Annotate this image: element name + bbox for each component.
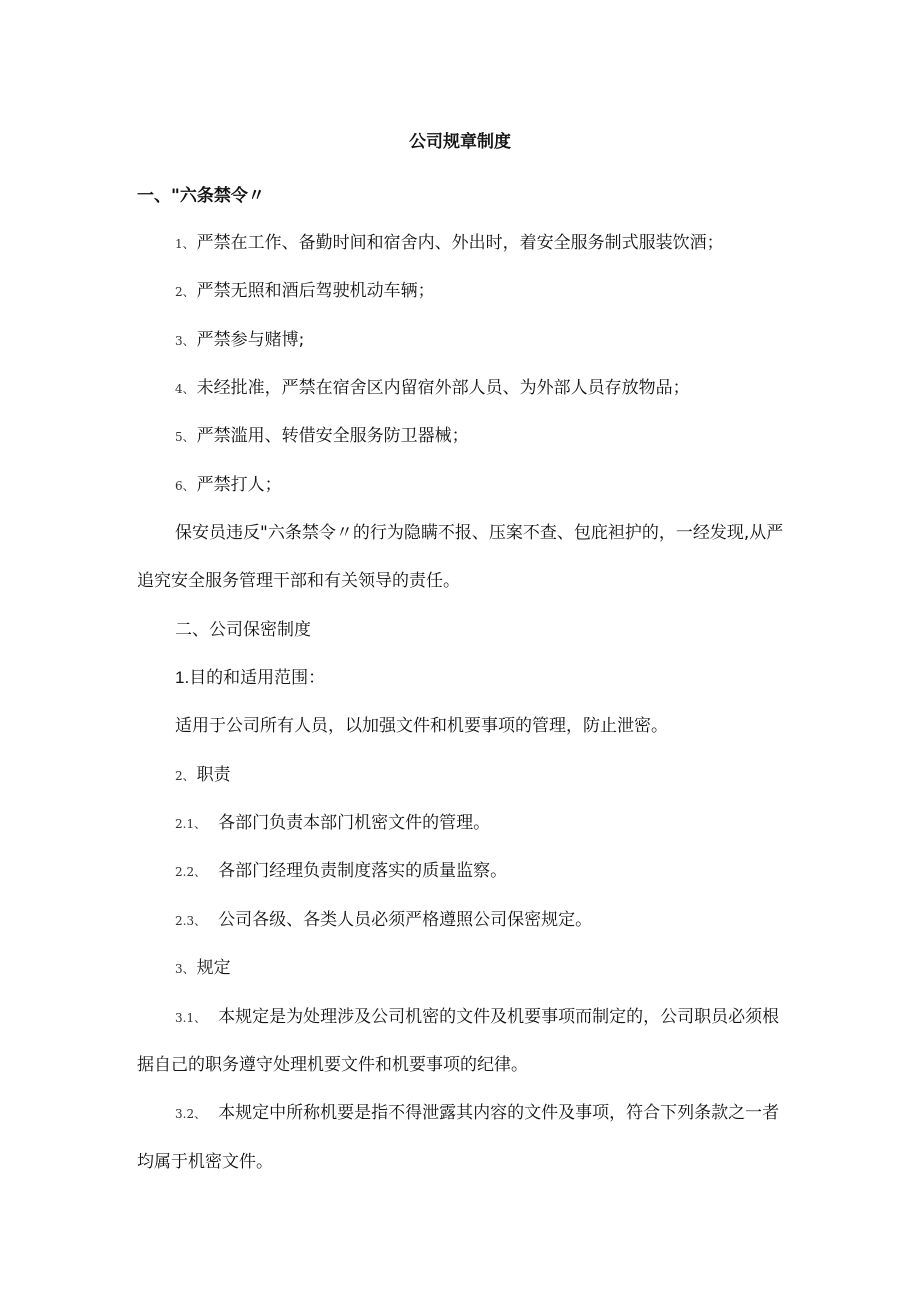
ban-item-2 bbox=[175, 277, 435, 306]
ban-item-3-text: 严禁参与赌博; bbox=[196, 330, 305, 350]
rule-item-2-line-2: 均属于机密文件。 bbox=[137, 1152, 273, 1172]
duty-item-1 bbox=[175, 809, 490, 838]
section1-heading: 一、"六条禁令〃 bbox=[137, 186, 265, 206]
ban-item-3-num: 3、 bbox=[175, 334, 195, 348]
rule-item-1-line-1 bbox=[175, 1003, 779, 1032]
ban-closing-line-1: 保安员违反"六条禁令〃的行为隐瞒不报、压案不查、包庇袒护的，一经发现,从严 bbox=[175, 523, 784, 543]
ban-item-2-text: 严禁无照和酒后驾驶机动车辆； bbox=[196, 281, 435, 301]
ban-item-6-num: 6、 bbox=[175, 479, 195, 493]
document-title: 公司规章制度 bbox=[409, 132, 511, 152]
rules-num: 3、 bbox=[175, 962, 195, 976]
rule-item-1-text: 本规定是为处理涉及公司机密的文件及机要事项而制定的，公司职员必须根 bbox=[218, 1007, 780, 1027]
duty-item-1-num: 2.1、 bbox=[175, 817, 207, 831]
section2-heading: 二、公司保密制度 bbox=[175, 620, 311, 640]
ban-item-5-text: 严禁滥用、转借安全服务防卫器械； bbox=[196, 426, 469, 446]
duty-item-2-text: 各部门经理负责制度落实的质量监察。 bbox=[218, 861, 508, 881]
duty-item-3-num: 2.3、 bbox=[175, 914, 207, 928]
duties-label: 职责 bbox=[196, 765, 231, 785]
ban-item-1 bbox=[175, 229, 724, 258]
ban-item-6-text: 严禁打人； bbox=[196, 475, 282, 495]
ban-item-4 bbox=[175, 374, 690, 403]
rule-item-2-text: 本规定中所称机要是指不得泄露其内容的文件及事项，符合下列条款之一者 bbox=[218, 1103, 780, 1123]
purpose-num: 1. bbox=[175, 668, 190, 687]
duties-heading bbox=[175, 761, 231, 790]
ban-item-1-num: 1、 bbox=[175, 237, 195, 251]
rule-item-1-num: 3.1、 bbox=[175, 1011, 207, 1025]
duty-item-1-text: 各部门负责本部门机密文件的管理。 bbox=[218, 813, 491, 833]
ban-closing-line-2: 追究安全服务管理干部和有关领导的责任。 bbox=[137, 571, 460, 591]
duties-num: 2、 bbox=[175, 769, 195, 783]
rules-label: 规定 bbox=[196, 958, 231, 978]
purpose-label: 目的和适用范围： bbox=[189, 668, 326, 688]
ban-item-2-num: 2、 bbox=[175, 285, 195, 299]
rule-item-1-line-2: 据自己的职务遵守处理机要文件和机要事项的纪律。 bbox=[137, 1055, 528, 1075]
purpose-heading bbox=[175, 664, 325, 692]
rule-item-2-num: 3.2、 bbox=[175, 1107, 207, 1121]
ban-item-6 bbox=[175, 471, 282, 500]
ban-item-4-num: 4、 bbox=[175, 382, 195, 396]
duty-item-2-num: 2.2、 bbox=[175, 865, 207, 879]
duty-item-2 bbox=[175, 857, 507, 886]
ban-item-1-text: 严禁在工作、备勤时间和宿舍内、外出时，着安全服务制式服装饮酒； bbox=[196, 233, 724, 253]
ban-item-3 bbox=[175, 326, 304, 355]
rules-heading bbox=[175, 954, 231, 983]
duty-item-3 bbox=[175, 906, 592, 935]
ban-item-5 bbox=[175, 422, 469, 451]
ban-item-4-text: 未经批准，严禁在宿舍区内留宿外部人员、为外部人员存放物品； bbox=[196, 378, 690, 398]
purpose-text: 适用于公司所有人员，以加强文件和机要事项的管理，防止泄密。 bbox=[175, 716, 668, 736]
duty-item-3-text: 公司各级、各类人员必须严格遵照公司保密规定。 bbox=[218, 910, 593, 930]
rule-item-2-line-1 bbox=[175, 1099, 779, 1128]
ban-item-5-num: 5、 bbox=[175, 430, 195, 444]
